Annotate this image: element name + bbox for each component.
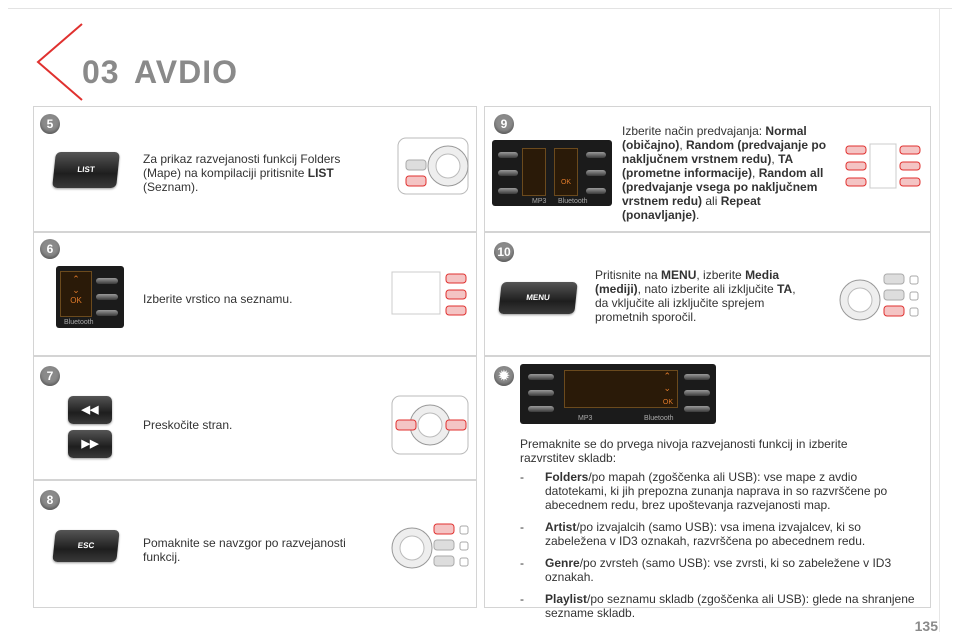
skip-buttons-illustration <box>388 390 472 460</box>
page-number: 135 <box>914 618 938 634</box>
side-button <box>528 406 554 412</box>
radio-knob-list-illustration <box>390 130 470 200</box>
side-button <box>684 406 710 412</box>
list-description: /po zvrsteh (samo USB): vse zvrsti, ki so zabeležene v ID3 oznakah. <box>545 556 892 584</box>
side-button <box>586 188 606 194</box>
step-number-5: 5 <box>40 114 60 134</box>
ok-label: OK <box>662 399 673 406</box>
step-8-text: Pomaknite se navzgor po razvejanosti funkcij. <box>143 536 346 564</box>
list-description: /po izvajalcih (samo USB): vsa imena izvajalcev, ki so zabeležena v ID3 oznakah, razvrščena po abecednem redu. <box>545 520 866 548</box>
up-arrow-icon: ⌃ <box>663 371 671 381</box>
bullet-dash: - <box>520 470 524 484</box>
list-description: /po seznamu skladb (zgoščenka ali USB): glede na shranjene sezname skladb. <box>545 592 915 620</box>
oled-display-left <box>522 148 546 196</box>
oled-display-right <box>554 148 578 196</box>
chapter-chevron-icon <box>20 22 90 102</box>
list-item <box>520 470 920 512</box>
list-term: Playlist <box>545 592 588 606</box>
step-5-text: Za prikaz razvejanosti funkcij Folders (Mape) na kompilaciji pritisnite LIST (Seznam). <box>143 152 341 194</box>
page-edge-rule <box>939 8 952 632</box>
side-button <box>586 170 606 176</box>
side-button <box>684 390 710 396</box>
list-term: Artist <box>545 520 577 534</box>
rewind-icon: ◀◀ <box>81 404 99 416</box>
oled-list-display <box>564 370 678 408</box>
list-term: Genre <box>545 556 580 570</box>
side-button <box>498 188 518 194</box>
oled-display <box>60 271 92 317</box>
step-number-6: 6 <box>40 239 60 259</box>
list-item <box>520 592 920 620</box>
previous-button <box>68 396 112 424</box>
screen-buttons-illustration <box>390 266 470 326</box>
ok-label: OK <box>560 179 572 186</box>
down-arrow-icon: ⌄ <box>72 285 80 295</box>
step-number-8: 8 <box>40 490 60 510</box>
mode-display-illustration <box>492 140 612 206</box>
list-description: /po mapah (zgoščenka ali USB): vse mape z avdio datotekami, ki jih prepozna zunanja naprava in so razvrščene po abecednem redu, brez upoštevanja razvejanosti map. <box>545 470 888 512</box>
menu-button-label: MENU <box>525 293 551 302</box>
step-number-10: 10 <box>494 242 514 262</box>
list-item <box>520 520 920 548</box>
menu-knob-illustration <box>836 264 924 334</box>
display-panel-illustration <box>56 266 124 328</box>
side-button <box>96 278 118 284</box>
step-7-text: Preskočite stran. <box>143 418 233 432</box>
mp3-label: MP3 <box>532 198 547 205</box>
step-10-text: Pritisnite na MENU, izberite Media (mediji), nato izberite ali izključite TA, da vključite ali izključite sprejem prometnih sporočil. <box>595 268 796 324</box>
side-button <box>96 310 118 316</box>
mode-buttons-illustration <box>840 140 926 200</box>
fast-forward-icon: ▶▶ <box>81 438 99 450</box>
step-6-text: Izberite vrstico na seznamu. <box>143 292 293 306</box>
bluetooth-logo: Bluetooth <box>644 415 674 422</box>
list-term: Folders <box>545 470 589 484</box>
chapter-number: 03 <box>82 54 120 90</box>
list-item <box>520 556 920 584</box>
side-button <box>684 374 710 380</box>
next-button <box>68 430 112 458</box>
ok-label: OK <box>70 296 82 305</box>
side-button <box>586 152 606 158</box>
header-rule <box>8 8 952 9</box>
side-button <box>528 390 554 396</box>
esc-knob-illustration <box>390 516 472 580</box>
menu-button <box>498 282 577 314</box>
list-button <box>52 152 120 188</box>
up-arrow-icon: ⌃ <box>72 274 80 284</box>
folder-display-illustration <box>520 364 716 424</box>
step-number-9: 9 <box>494 114 514 134</box>
side-button <box>498 170 518 176</box>
step-number-7: 7 <box>40 366 60 386</box>
bluetooth-logo: Bluetooth <box>64 319 94 326</box>
page-title: AVDIO <box>134 54 238 90</box>
bullet-dash: - <box>520 556 524 570</box>
side-button <box>498 152 518 158</box>
bullet-dash: - <box>520 520 524 534</box>
sort-options-list <box>520 470 920 628</box>
bullet-dash: - <box>520 592 524 606</box>
side-button <box>96 294 118 300</box>
tip-icon: ✹ <box>494 366 514 386</box>
esc-button <box>52 530 119 562</box>
down-arrow-icon: ⌄ <box>663 383 671 393</box>
mp3-label: MP3 <box>578 415 593 422</box>
side-button <box>528 374 554 380</box>
tip-intro-text: Premaknite se do prvega nivoja razvejanosti funkcij in izberite razvrstitev skladb: <box>520 437 848 465</box>
step-9-text: Izberite način predvajanja: Normal (običajno), Random (predvajanje po naključnem vrstnem redu), TA (prometne informacije), Random all (predvajanje vsega po naključnem vrstnem redu) ali Repeat (ponavljanje). <box>622 124 827 222</box>
list-button-label: LIST <box>76 165 96 174</box>
esc-button-label: ESC <box>77 541 95 550</box>
bluetooth-logo: Bluetooth <box>558 198 588 205</box>
